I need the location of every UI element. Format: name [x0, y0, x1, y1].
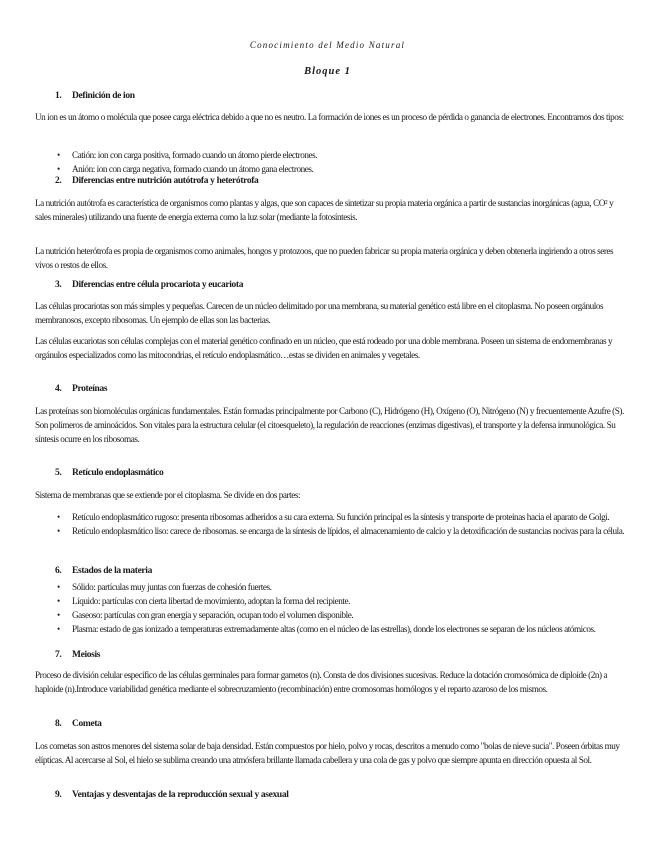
list-item: • Gaseoso: partículas con gran energía y separación, ocupan todo el volumen disponible.: [57, 610, 354, 620]
block-title: Bloque 1: [304, 66, 351, 77]
section-heading-7: 7. Meiosis: [55, 650, 101, 660]
course-title: Conocimiento del Medio Natural: [249, 40, 406, 50]
bullet-icon: •: [57, 582, 60, 592]
section-heading-2: 2. Diferencias entre nutrición autótrofa y heterótrofa: [55, 176, 259, 186]
section-5-paragraph: Sistema de membranas que se extiende por el citoplasma. Se divide en dos partes:: [35, 490, 301, 500]
bullet-icon: •: [57, 512, 60, 522]
section-heading-9: 9. Ventajas y desventajas de la reproducción sexual y asexual: [55, 790, 289, 800]
section-4-paragraph: Las proteínas son biomoléculas orgánicas fundamentales. Están formadas principalmente por Carbono (C), Hidrógeno (H), Oxígeno (O), Nitrógeno (N) y frecuentemente Azufre (S). Son polímeros de aminoácidos. Son vitales para la estructura celular (el citoesqueleto), la regulación de reacciones (enzimas digestivas), el transporte y la defensa inmunológica. Su síntesis ocurre en los ribosomas.: [35, 406, 624, 445]
states-of-matter-list: [55, 580, 625, 636]
bullet-icon: •: [57, 526, 60, 536]
list-item: • Retículo endoplasmático liso: carece de ribosomas. se encarga de la síntesis de lípidos, el almacenamiento de calcio y la detoxificación de sustancias nocivas para la célula.: [57, 526, 625, 536]
list-item: • Anión: ion con carga negativa, formado cuando un átomo gana electrones.: [57, 164, 314, 174]
ion-types-list: [55, 148, 625, 176]
reticulum-list: [55, 510, 625, 538]
list-item: • Sólido: partículas muy juntas con fuerzas de cohesión fuertes.: [57, 582, 272, 592]
bullet-icon: •: [57, 610, 60, 620]
section-heading-4: 4. Proteínas: [55, 384, 108, 394]
section-heading-1: 1. Definición de ion: [55, 91, 135, 101]
section-1-paragraph: Un ion es un átomo o molécula que posee carga eléctrica debido a que no es neutro. La formación de iones es un proceso de pérdida o ganancia de electrones. Encontramos dos tipos:: [35, 112, 624, 122]
section-7-paragraph: Proceso de división celular específico de las células germinales para formar gametos (n). Consta de dos divisiones sucesivas. Reduce la dotación cromosómica de diploide (2n) a haploide (n).Introduce variabilidad genética mediante el sobrecruzamiento (recombinación) entre cromosomas homólogos y el reparto azaroso de los mismos.: [35, 670, 608, 695]
section-heading-5: 5. Retículo endoplasmático: [55, 468, 164, 478]
bullet-icon: •: [57, 150, 60, 160]
section-8-paragraph: Los cometas son astros menores del sistema solar de baja densidad. Están compuestos por hielo, polvo y rocas, descritos a menudo como "bolas de nieve sucia". Poseen órbitas muy elípticas. Al acercarse al Sol, el hielo se sublima creando una atmósfera brillante llamada cabellera y una cola de gas y polvo que siempre apunta en dirección opuesta al Sol.: [35, 741, 620, 766]
section-3-paragraph-2: Las células eucariotas son células complejas con el material genético confinado en un núcleo, que está rodeado por una doble membrana. Poseen un sistema de endomembranas y orgánulos especializados como las mitocondrias, el retículo endoplasmático…estas se dividen en animales y vegetales.: [35, 336, 613, 361]
list-item: • Plasma: estado de gas ionizado a temperaturas extremadamente altas (como en el núcleo de las estrellas), donde los electrones se separan de los núcleos atómicos.: [57, 624, 596, 634]
bullet-icon: •: [57, 624, 60, 634]
section-heading-6: 6. Estados de la materia: [55, 566, 152, 576]
list-item: • Líquido: partículas con cierta libertad de movimiento, adoptan la forma del recipiente.: [57, 596, 350, 606]
bullet-icon: •: [57, 164, 60, 174]
list-item: • Retículo endoplasmático rugoso: presenta ribosomas adheridos a su cara externa. Su función principal es la síntesis y transporte de proteínas hacia el aparato de Golgi.: [57, 512, 610, 522]
section-heading-8: 8. Cometa: [55, 719, 102, 729]
section-2-paragraph-1: La nutrición autótrofa es característica de organismos como plantas y algas, que son capaces de sintetizar su propia materia orgánica a partir de sustancias inorgánicas (agua, CO² y sales minerales) utilizando una fuente de energía externa como la luz solar (mediante la fotosíntesis.: [35, 198, 614, 223]
section-heading-3: 3. Diferencias entre célula procariota y eucariota: [55, 280, 244, 290]
section-2-paragraph-2: La nutrición heterótrofa es propia de organismos como animales, hongos y protozoos, que no pueden fabricar su propia materia orgánica y deben obtenerla ingiriendo a otros seres vivos o restos de ellos.: [35, 246, 614, 271]
section-3-paragraph-1: Las células procariotas son más simples y pequeñas. Carecen de un núcleo delimitado por una membrana, su material genético está libre en el citoplasma. No poseen orgánulos membranosos, excepto ribosomas. Un ejemplo de ellas son las bacterias.: [35, 301, 604, 326]
bullet-icon: •: [57, 596, 60, 606]
list-item: • Catión: ion con carga positiva, formado cuando un átomo pierde electrones.: [57, 150, 318, 160]
